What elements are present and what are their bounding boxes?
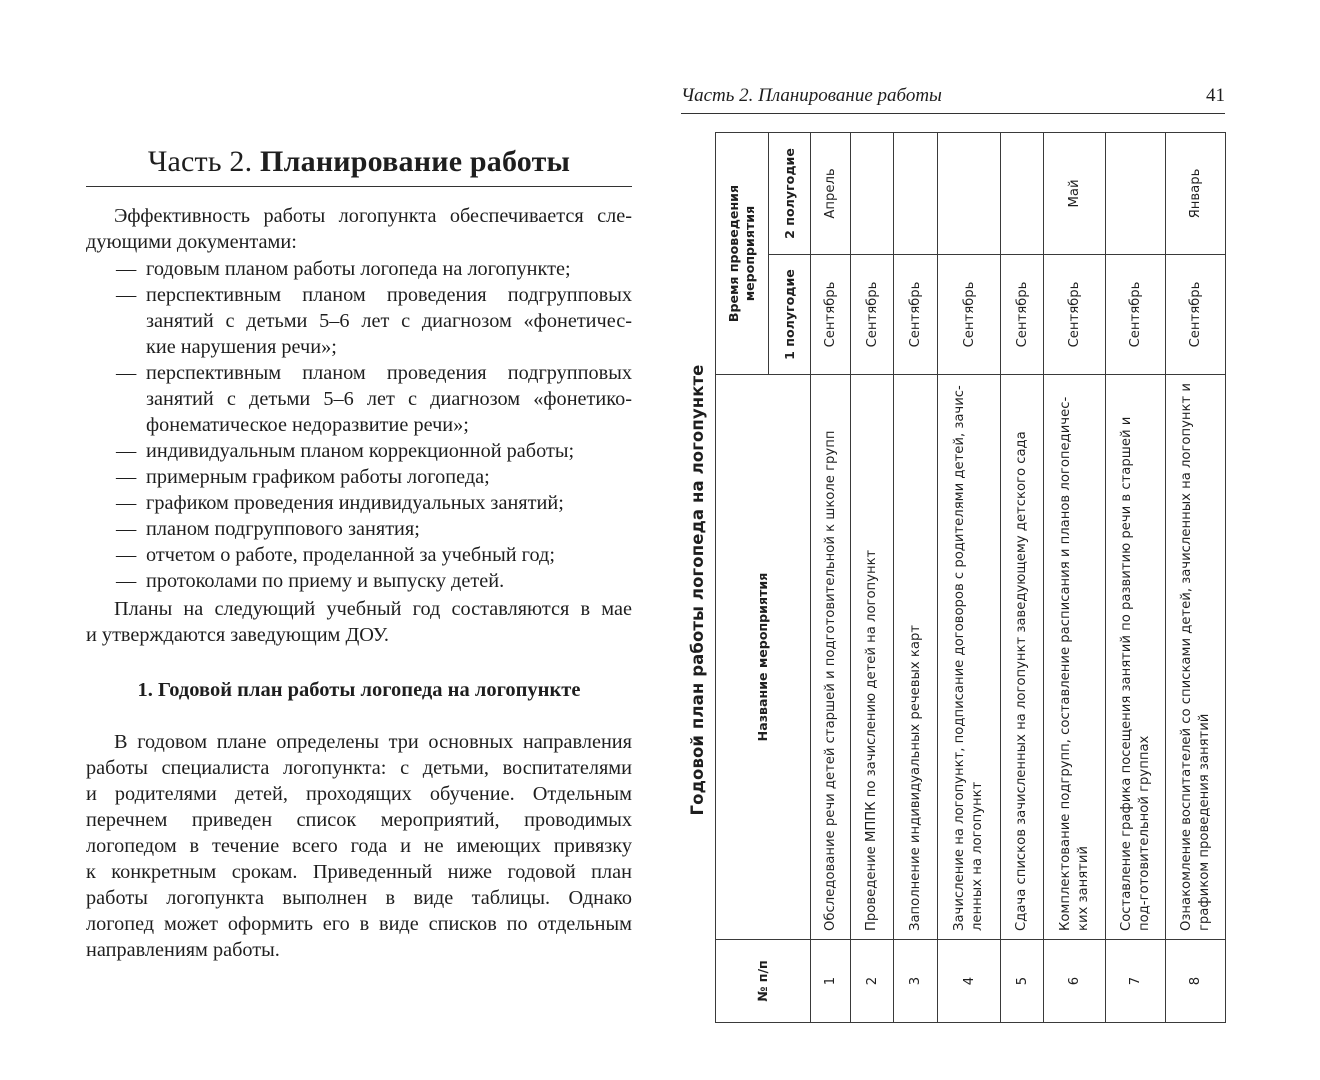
cell-name: Заполнение индивидуальных речевых карт [894, 375, 938, 940]
text-line: отчетом о работе, проделанной за учебный год; [146, 544, 555, 566]
text-line: перспективным планом проведения подгрупповых [146, 362, 632, 384]
list-item [116, 542, 632, 568]
cell-half1: Сентябрь [894, 255, 938, 375]
text-line: В годовом плане определены три основных направления [114, 731, 632, 753]
text-line: перспективным планом проведения подгрупповых [146, 284, 632, 306]
dash-marker: — [116, 258, 137, 280]
cell-half1: Сентябрь [1166, 255, 1226, 375]
chapter-divider [86, 186, 632, 187]
table-row [1106, 132, 1166, 1022]
plans-paragraph [86, 596, 632, 648]
list-item [116, 438, 632, 464]
list-item [116, 360, 632, 438]
cell-name: Проведение МППК по зачислению детей на логопункт [851, 375, 894, 940]
running-head [681, 82, 1225, 110]
text-line: годовым планом работы логопеда на логопункте; [146, 258, 571, 280]
header-time-group: Время проведения мероприятия [716, 132, 769, 374]
cell-name: Ознакомление воспитателей со списками детей, зачисленных на логопункт и графиком проведения занятий [1166, 375, 1226, 940]
table-row [811, 132, 851, 1022]
header-half1: 1 полугодие [769, 255, 811, 375]
cell-num: 5 [1001, 940, 1044, 1023]
text-line: логопед может оформить его в виде списков по отдельным [86, 913, 632, 935]
list-item [116, 282, 632, 360]
table-row [1001, 132, 1044, 1022]
text-line: занятий с детьми 5–6 лет с диагнозом «фонетико- [146, 388, 632, 410]
dash-marker: — [116, 362, 137, 384]
cell-num: 6 [1044, 940, 1106, 1023]
cell-num: 7 [1106, 940, 1166, 1023]
running-head-title: Часть 2. Планирование работы [681, 85, 942, 106]
cell-half2 [1106, 132, 1166, 254]
dash-marker: — [116, 544, 137, 566]
cell-half2: Апрель [811, 132, 851, 254]
text-line: примерным графиком работы логопеда; [146, 466, 490, 488]
cell-num: 3 [894, 940, 938, 1023]
dash-marker: — [116, 492, 137, 514]
table-header-row [716, 132, 769, 1022]
documents-list [116, 256, 632, 594]
cell-num: 8 [1166, 940, 1226, 1023]
cell-half2 [851, 132, 894, 254]
table-row [1044, 132, 1106, 1022]
text-line: Планы на следующий учебный год составляются в мае [114, 598, 632, 620]
text-line: Эффективность работы логопункта обеспечивается сле- [114, 205, 632, 227]
cell-half2: Май [1044, 132, 1106, 254]
table-row [938, 132, 1001, 1022]
text-line: и утверждаются заведующим ДОУ. [86, 624, 389, 646]
list-item [116, 490, 632, 516]
text-line: и родителями детей, проходящих обучение. Отдельным [86, 783, 632, 805]
running-head-divider [681, 113, 1225, 114]
text-line: графиком проведения индивидуальных занятий; [146, 492, 564, 514]
intro-paragraph [86, 203, 632, 255]
text-line: протоколами по приему и выпуску детей. [146, 570, 505, 592]
chapter-title-main: Планирование работы [260, 145, 571, 178]
cell-half1: Сентябрь [1001, 255, 1044, 375]
chapter-title-prefix: Часть 2. [147, 145, 261, 178]
section-heading: 1. Годовой план работы логопеда на логопункте [137, 679, 581, 701]
cell-name: Сдача списков зачисленных на логопункт заведующему детского сада [1001, 375, 1044, 940]
dash-marker: — [116, 570, 137, 592]
cell-half1: Сентябрь [1044, 255, 1106, 375]
dash-marker: — [116, 440, 137, 462]
annual-plan-table-container [715, 133, 1225, 1023]
cell-half1: Сентябрь [851, 255, 894, 375]
text-line: дующими документами: [86, 231, 297, 253]
text-line: логопедом в течение всего года и не имеющих привязку [86, 835, 632, 857]
cell-num: 2 [851, 940, 894, 1023]
text-line: фонематическое недоразвитие речи»; [146, 414, 469, 436]
text-line: индивидуальным планом коррекционной работы; [146, 440, 575, 462]
list-item [116, 464, 632, 490]
table-row [1166, 132, 1226, 1022]
dash-marker: — [116, 284, 137, 306]
page-number: 41 [1206, 85, 1225, 106]
cell-half1: Сентябрь [811, 255, 851, 375]
cell-name: Составление графика посещения занятий по развитию речи в старшей и под-готовительной группах [1106, 375, 1166, 940]
list-item [116, 568, 632, 594]
cell-name: Зачисление на логопункт, подписание договоров с родителями детей, зачис-ленных на логопункт [938, 375, 1001, 940]
text-line: к конкретным срокам. Приведенный ниже годовой план [86, 861, 632, 883]
header-half2: 2 полугодие [769, 132, 811, 254]
annual-plan-table [715, 132, 1226, 1023]
cell-half2 [938, 132, 1001, 254]
text-line: кие нарушения речи»; [146, 336, 337, 358]
header-num: № п/п [716, 940, 811, 1023]
text-line: работы специалиста логопункта: с детьми, воспитателями [86, 757, 632, 779]
cell-num: 4 [938, 940, 1001, 1023]
cell-half2 [894, 132, 938, 254]
dash-marker: — [116, 518, 137, 540]
table-caption: Годовой план работы логопеда на логопункте [688, 364, 707, 816]
text-line: планом подгруппового занятия; [146, 518, 420, 540]
cell-name: Комплектование подгрупп, составление расписания и планов логопедичес-ких занятий [1044, 375, 1106, 940]
list-item [116, 516, 632, 542]
text-line: перечнем приведен список мероприятий, проводимых [86, 809, 632, 831]
list-item [116, 256, 632, 282]
cell-num: 1 [811, 940, 851, 1023]
header-name: Название мероприятия [716, 375, 811, 940]
text-line: занятий с детьми 5–6 лет с диагнозом «фонетичес- [146, 310, 632, 332]
cell-name: Обследование речи детей старшей и подготовительной к школе групп [811, 375, 851, 940]
dash-marker: — [116, 466, 137, 488]
annual-plan-paragraph [86, 729, 632, 963]
cell-half2: Январь [1166, 132, 1226, 254]
text-line: направлениям работы. [86, 939, 280, 961]
table-caption-container [676, 350, 720, 830]
cell-half1: Сентябрь [1106, 255, 1166, 375]
cell-half2 [1001, 132, 1044, 254]
cell-half1: Сентябрь [938, 255, 1001, 375]
text-line: работы логопункта выполнен в виде таблицы. Однако [86, 887, 632, 909]
chapter-title [86, 142, 632, 182]
table-row [894, 132, 938, 1022]
table-row [851, 132, 894, 1022]
